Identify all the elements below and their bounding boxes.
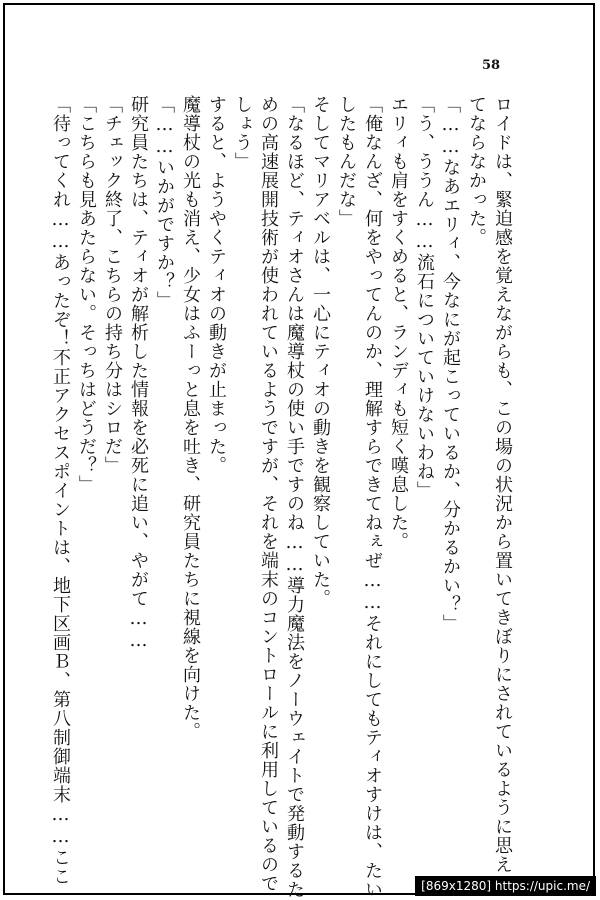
text-column-7: したもんだな」 <box>336 95 357 228</box>
text-column-10: めの高速展開技術が使われているようですが、それを端末のコントロールに利用しているので <box>258 95 279 893</box>
text-column-15: 研究員たちは、ティオが解析した情報を必死に追い、やがて…… <box>128 95 149 652</box>
text-column-16: 「チェック終了、こちらの持ち分はシロだ」 <box>102 95 123 475</box>
text-column-3: 「……なあエリィ、今なにが起こっているか、分かるかい？」 <box>440 95 461 633</box>
text-column-8: そしてマリアベルは、一心にティオの動きを観察していた。 <box>310 95 331 608</box>
text-column-17: 「こちらも見あたらない。そっちはどうだ？」 <box>76 95 97 494</box>
text-column-14: 「……いかがですか？」 <box>154 95 175 310</box>
text-column-9: 「なるほど、ティオさんは魔導杖の使い手ですのね……導力魔法をノーウェイトで発動するた <box>284 95 305 899</box>
footer-badge: [869x1280] https://upic.me/ <box>415 876 596 896</box>
text-column-18: 「待ってくれ……あったぞ！不正アクセスポイントは、地下区画Ｂ、第八制御端末……ここ <box>50 95 71 886</box>
text-column-12: すると、ようやくティオの動きが止まった。 <box>206 95 227 475</box>
text-column-4: 「う、ううん……流石についていけないわね」 <box>414 95 435 500</box>
page-number: 58 <box>482 58 501 73</box>
text-column-2: てならなかった。 <box>466 95 487 247</box>
text-column-13: 魔導杖の光も消え、少女はふーっと息を吐き、研究員たちに視線を向けた。 <box>180 95 201 741</box>
text-column-11: しょう」 <box>232 95 253 171</box>
text-column-5: エリィも肩をすくめると、ランディも短く嘆息した。 <box>388 95 409 551</box>
text-column-1: ロイドは、緊迫感を覚えながらも、この場の状況から置いてきぼりにされているように思え <box>492 95 513 874</box>
text-column-6: 「俺なんざ、何をやってんのか、理解すらできてねぇぜ……それにしてもティオすけは、たい <box>362 95 383 899</box>
